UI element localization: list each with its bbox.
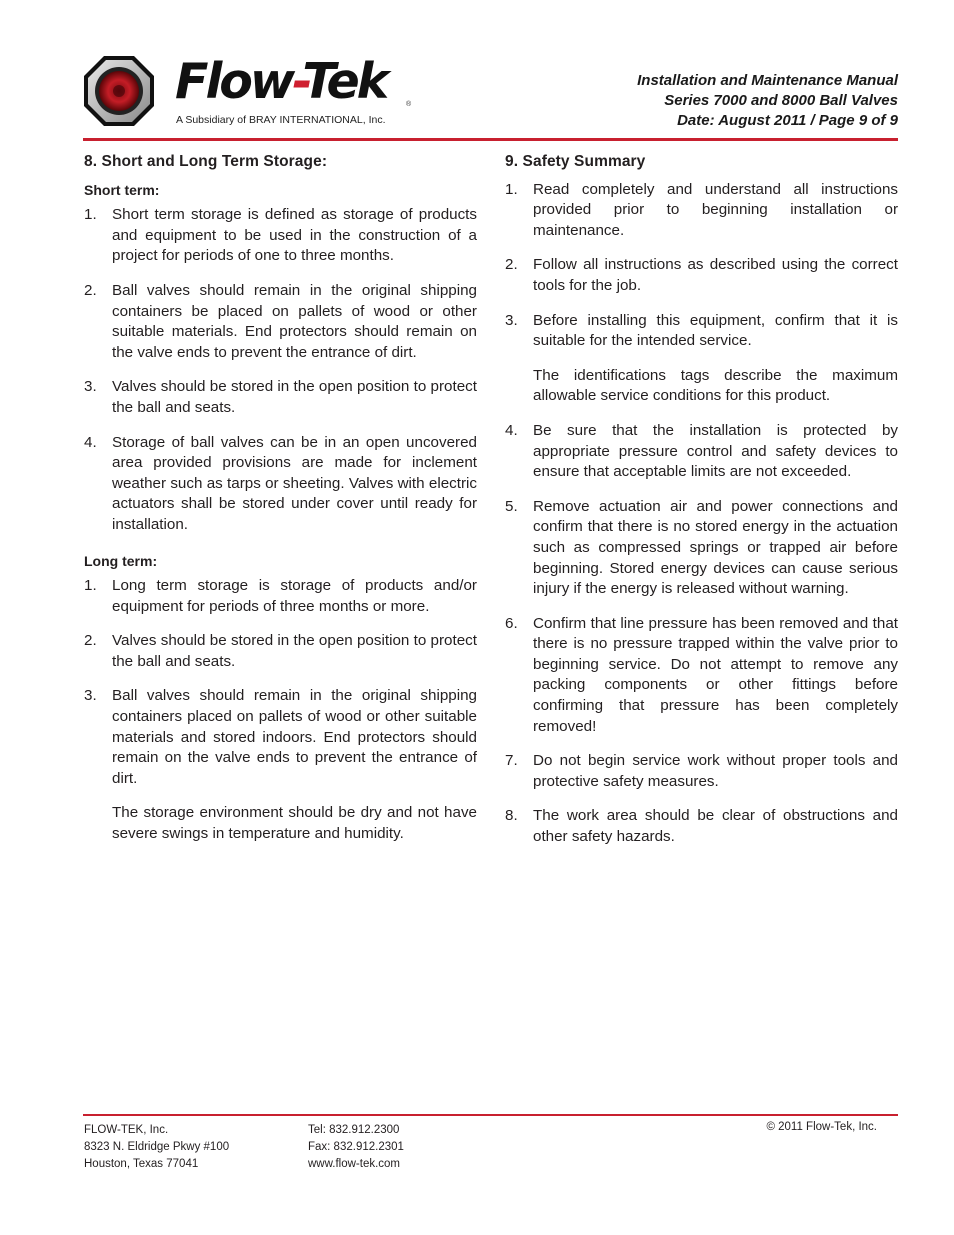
subheading-short-term: Short term: [84,181,160,198]
list-item [505,255,898,296]
list-item [505,421,898,483]
list-text: Be sure that the installation is protected by appropriate pressure control and safety devices to ensure that acceptable limits are not exceeded. [533,421,898,481]
list-item [505,497,898,600]
list-number: 1. [84,206,97,224]
list-text: Short term storage is defined as storage of products and equipment to be used in the construction of a project for periods of one to three months. [112,206,477,265]
list-text: Long term storage is storage of products and/or equipment for periods of three months or more. [112,577,477,615]
footer-copyright: © 2011 Flow-Tek, Inc. [766,1121,877,1133]
storage-section [84,152,477,859]
list-text: Ball valves should remain in the original shipping containers placed on pallets of wood or other suitable materials and stored indoors. End protectors should remain on the valve ends to prevent the entrance of dirt. [112,687,477,787]
list-text: Remove actuation air and power connections and confirm that there is no stored energy in the actuation such as compressed springs or trapped air before beginning. Stored energy devices can cause serious injury if the energy is released without warning. [533,497,898,598]
header-line-series: Series 7000 and 8000 Ball Valves [664,92,898,109]
list-text-continued: The storage environment should be dry and not have severe swings in temperature and humidity. [112,804,477,843]
short-term-list [84,205,477,535]
list-item [84,377,477,418]
list-item [84,631,477,672]
subsidiary-text: A Subsidiary of BRAY INTERNATIONAL, Inc. [176,114,386,126]
list-number: 2. [505,256,518,274]
list-text: The work area should be clear of obstructions and other safety hazards. [533,807,898,846]
header-line-date-page: Date: August 2011 / Page 9 of 9 [677,112,898,129]
section-title-storage: 8. Short and Long Term Storage: [84,153,328,170]
section-title-safety: 9. Safety Summary [505,153,646,170]
list-item [84,686,477,844]
subheading-long-term: Long term: [84,552,158,569]
list-item [84,205,477,267]
header-line-manual: Installation and Maintenance Manual [637,72,898,89]
list-item [84,433,477,536]
footer-city: Houston, Texas 77041 [84,1158,199,1170]
list-item [505,311,898,407]
list-text: Valves should be stored in the open position to protect the ball and seats. [112,378,477,416]
list-number: 4. [84,433,97,451]
footer-company-address [84,1122,229,1173]
list-number: 3. [84,687,97,705]
list-item [84,576,477,617]
footer-divider [83,1114,898,1116]
list-text: Follow all instructions as described using the correct tools for the job. [533,256,898,294]
registered-mark: ® [406,101,412,108]
list-item [505,806,898,847]
list-text: Confirm that line pressure has been removed and that there is no pressure trapped within the valve prior to beginning service. Do not attempt to remove any packing components or other fittings before confirming that pressure has been completely removed! [533,614,898,735]
footer-website: www.flow-tek.com [308,1158,401,1170]
list-text-continued: The identifications tags describe the maximum allowable service conditions for this product. [533,366,898,405]
list-number: 5. [505,497,518,515]
list-item [505,614,898,738]
list-number: 2. [84,281,97,299]
long-term-list [84,576,477,845]
list-number: 4. [505,421,518,439]
footer-tel: Tel: 832.912.2300 [308,1124,400,1136]
list-text: Before installing this equipment, confirm that it is suitable for the intended service. [533,311,898,350]
list-number: 8. [505,807,518,825]
safety-summary-section [505,152,898,862]
footer-street: 8323 N. Eldridge Pkwy #100 [84,1141,230,1153]
flow-tek-wordmark: Flow-Tek [175,53,387,110]
flow-tek-logo-badge [83,55,155,127]
safety-list [505,180,898,848]
list-text: Valves should be stored in the open position to protect the ball and seats. [112,632,477,670]
document-header-title [637,71,898,131]
list-number: 1. [84,577,97,595]
list-number: 3. [84,378,97,396]
header-divider [83,138,898,141]
list-text: Do not begin service work without proper tools and protective safety measures. [533,752,898,790]
list-number: 7. [505,752,518,770]
list-number: 2. [84,632,97,650]
list-item [84,281,477,363]
list-number: 3. [505,311,518,329]
list-item [505,180,898,242]
list-number: 1. [505,180,518,198]
footer-contact [308,1122,404,1173]
footer-company-name: FLOW-TEK, Inc. [84,1124,169,1136]
list-text: Read completely and understand all instructions provided prior to beginning installation or maintenance. [533,180,898,239]
list-item [505,751,898,792]
list-text: Ball valves should remain in the original shipping containers be placed on pallets of wood or other suitable materials. End protectors should remain on the valve ends to prevent the entrance of dirt. [112,281,477,361]
list-text: Storage of ball valves can be in an open uncovered area provided provisions are made for inclement weather such as tarps or sheeting. Valves with electric actuators shall be stored under cover until ready for installation. [112,433,477,533]
list-number: 6. [505,614,518,632]
footer-fax: Fax: 832.912.2301 [308,1141,404,1153]
